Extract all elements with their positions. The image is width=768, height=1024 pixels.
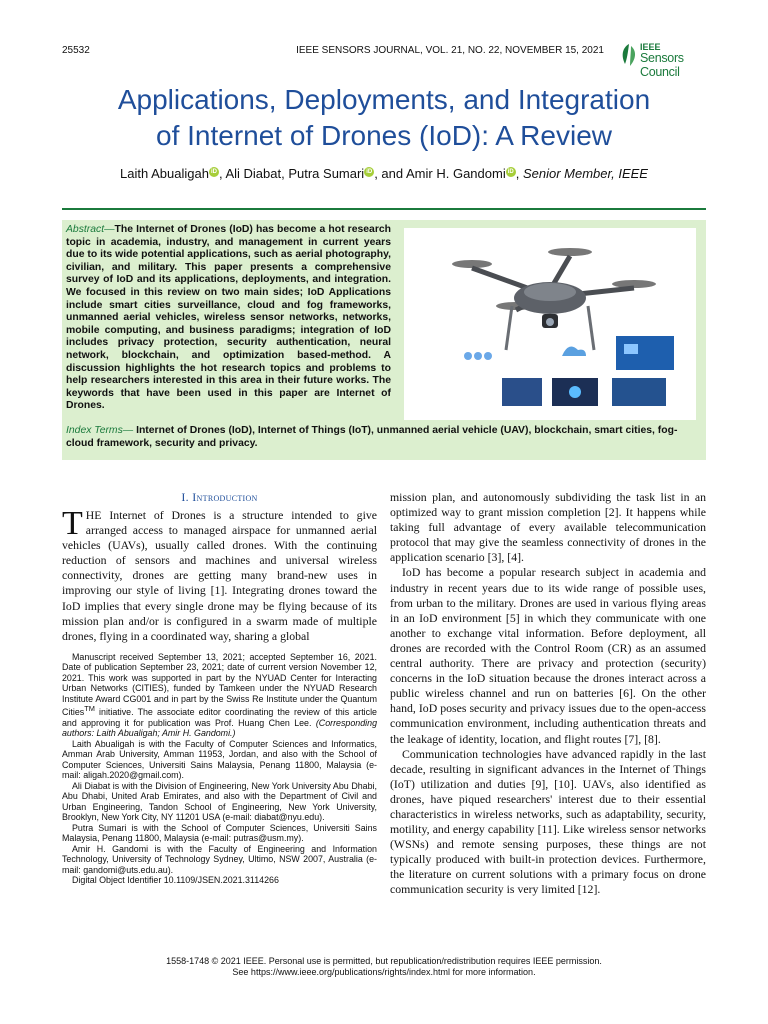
sensors-council-logo <box>620 42 716 79</box>
left-column <box>62 490 377 886</box>
author-gandomi: , and Amir H. Gandomi <box>374 166 506 181</box>
orcid-icon[interactable]: iD <box>210 168 217 175</box>
sensors-council-leaf-icon <box>620 42 638 68</box>
drop-cap: T <box>62 505 83 542</box>
logo-sensors-council-text: Sensors Council <box>640 51 684 79</box>
author-role: Senior Member, IEEE <box>522 166 648 181</box>
footnotes <box>62 652 377 886</box>
section-title: Introduction <box>192 490 258 504</box>
intro-paragraph-1-continued: mission plan, and autonomously subdividing the task list in an optimized way to grant mission completion [2]. It happens while taking full advantage of every available telecommunication protocol that may give the seamless connectivity of drones in the application scenario [3], [4]. <box>390 490 706 565</box>
author-abualigah: Laith Abualigah <box>120 166 209 181</box>
abstract-label: Abstract— <box>66 224 115 235</box>
title-line-1: Applications, Deployments, and Integration <box>117 84 651 115</box>
title-line-2: of Internet of Drones (IoD): A Review <box>156 120 612 151</box>
orcid-icon[interactable]: iD <box>507 168 514 175</box>
footnote-gandomi: Amir H. Gandomi is with the Faculty of Engineering and Information Technology, University of Technology Sydney, Ultimo, NSW 2007, Australia (e-mail: gandomi@uts.edu.au). <box>62 843 377 875</box>
footnote-sumari: Putra Sumari is with the School of Computer Sciences, Universiti Sains Malaysia, Penang 11800, Malaysia (e-mail: putras@usm.my). <box>62 822 377 844</box>
footnote-manuscript <box>62 652 377 739</box>
footnote-abualigah: Laith Abualigah is with the Faculty of Computer Sciences and Informatics, Amman Arab University, Amman 11953, Jordan, and also with the School of Computer Sciences, Universiti Sains Malaysia, Penang 11800, Malaysia (e-mail: aligah.2020@gmail.com). <box>62 738 377 781</box>
author-diabat-sumari: , Ali Diabat, Putra Sumari <box>218 166 365 181</box>
rights-link-line[interactable]: See https://www.ieee.org/publications/rights/index.html for more information. <box>232 967 536 977</box>
page-number: 25532 <box>62 45 90 56</box>
copyright-footer <box>40 956 728 978</box>
corresponding-authors: (Corresponding authors: Laith Abualigah; Amir H. Gandomi.) <box>62 717 377 739</box>
copyright-line: 1558-1748 © 2021 IEEE. Personal use is permitted, but republication/redistribution requires IEEE permission. <box>166 956 602 966</box>
right-column <box>390 490 706 898</box>
intro-paragraph-1 <box>62 505 377 644</box>
intro-paragraph-1-text: HE Internet of Drones is a structure intended to give arranged access to managed airspace for unmanned aerial vehicles (UAVs), usually called drones. With the continuing reduction of sensors and machines and universal wireless connectivity, drones are getting many brand-new uses in improving our style of living [1]. Integrating drones toward the IoD implies that every single drone may be flying because of its mission plan and/or is configured in a swarm made of multiple drones, flying in a coordinated way, sharing a global <box>62 508 377 643</box>
footnote-manuscript-text: Manuscript received September 13, 2021; accepted September 16, 2021. Date of publication September 23, 2021; date of current version November 12, 2021. This work was supported in part by the NYUAD Center for Interacting Urban Networks (CITIES), funded by Tamkeen under the NYUAD Research Institute Award CG001 and in part by the Swiss Re Institute under the Quantum Cities <box>62 651 377 718</box>
journal-line: IEEE SENSORS JOURNAL, VOL. 21, NO. 22, NOVEMBER 15, 2021 <box>296 45 604 56</box>
section-number: I. <box>181 490 193 504</box>
trademark-mark: TM <box>84 704 95 714</box>
author-list <box>40 166 728 181</box>
section-heading-introduction <box>62 490 377 505</box>
abstract-text <box>66 224 391 413</box>
intro-paragraph-2: IoD has become a popular research subject in academia and industry in recent years due to its wide range of possible uses, from urban to the military. Drones are used in various flying areas in an IoD environment [5] in which they communicate with one another to exchange vital information. Before deployment, all drones are recorded with the Control Room (CR) as an assumed central authority. There are privacy and protection (security) concerns in the IoD situation because the drones interact across a public wireless channel and run on batteries [6]. On the other hand, IoD poses security and privacy issues due to the open-access communication environment, including authentication threats and the leakage of identity, location, and flight routes [7], [8]. <box>390 565 706 746</box>
abstract-body: The Internet of Drones (IoD) has become a hot research topic in academia, industry, and management in current years due to its wide potential applications, such as aerial photography, civilian, and military. This paper presents a comprehensive survey of IoD and its applications, deployments, and integration. We focused in this review on two main sides; IoD Applications include smart cities surveillance, cloud and fog frameworks, unmanned aerial vehicles, wireless sensor networks, networks, mobile computing, and business paradigms; integration of IoD includes privacy protection, security authentication, neural network, blockchain, and optimization based-method. A discussion highlights the hot research topics and problems to help researchers interested in this area in their future works. The keywords that have been used in this paper are Internet of Drones. <box>66 224 391 412</box>
index-terms-body: Internet of Drones (IoD), Internet of Things (IoT), unmanned aerial vehicle (UAV), blockchain, smart cities, fog-cloud framework, security and privacy. <box>66 425 678 449</box>
footnote-diabat: Ali Diabat is with the Division of Engineering, New York University Abu Dhabi, Abu Dhabi, United Arab Emirates, and also with the Department of Civil and Urban Engineering, Tandon School of Engineering, New York University, Brooklyn, New York City, NY 11201 USA (e-mail: diabat@nyu.edu). <box>62 780 377 823</box>
author-separator: , <box>515 166 520 181</box>
index-terms-label: Index Terms— <box>66 425 134 436</box>
title-divider <box>62 208 706 210</box>
footnote-manuscript-text-2: initiative. The associate editor coordinating the review of this article and approving it for publication was Prof. Huang Chen Lee. <box>62 707 377 728</box>
doi[interactable]: Digital Object Identifier 10.1109/JSEN.2021.3114266 <box>72 875 279 886</box>
paper-title <box>40 82 728 154</box>
logo-ieee-text: IEEE <box>640 42 661 52</box>
drone-illustration <box>404 228 696 420</box>
index-terms <box>66 424 702 450</box>
orcid-icon[interactable]: iD <box>366 168 373 175</box>
intro-paragraph-3: Communication technologies have advanced rapidly in the last decade, resulting in significant advances in the Internet of Things (IoT) utilization and duties [9], [10]. UAVs, also identified as drones, have piqued researchers' interest due to their essential characteristics in wireless networks, such as adaptability, security, motility, and energy capability [11]. Like wireless sensor networks (WSNs) and remote sensing purposes, these things are not typically produced with built-in protection devices. Furthermore, the literature on current solutions with a primary focus on drone communication security is very limited [12]. <box>390 746 706 897</box>
